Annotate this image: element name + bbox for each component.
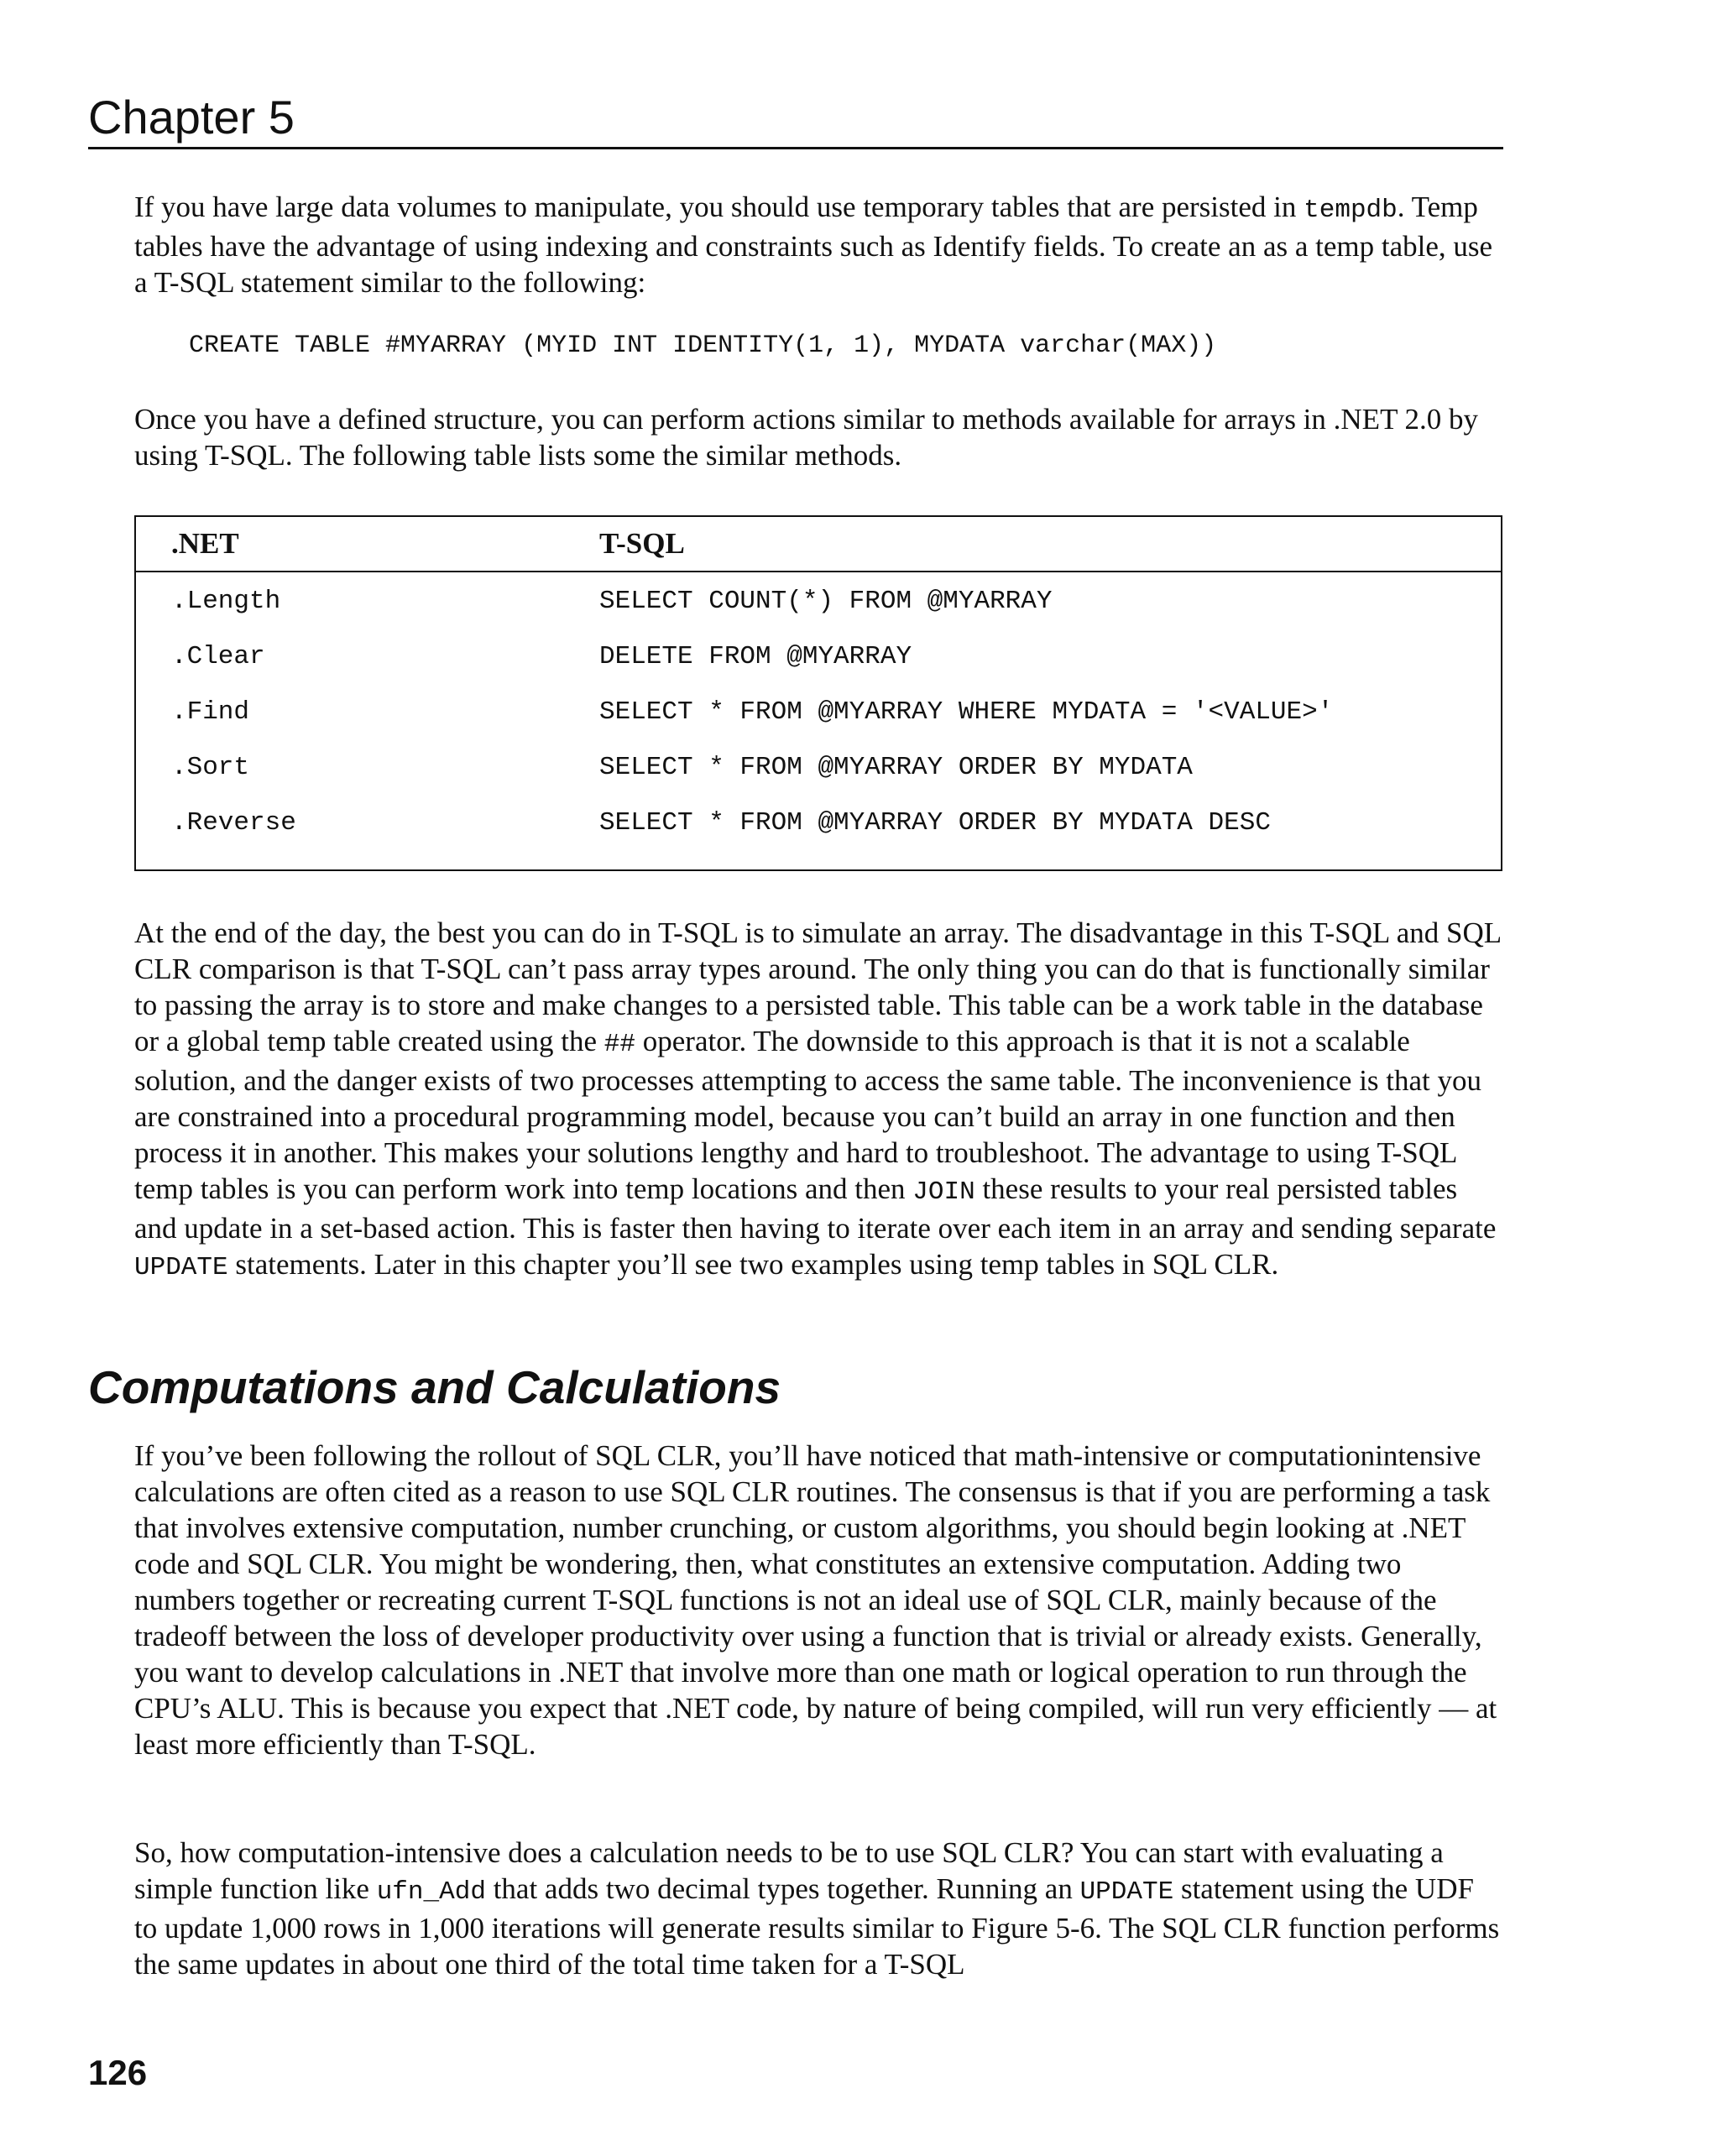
table-row [136,796,1501,852]
net-method: .Length [171,587,281,616]
table-row [136,630,1501,686]
chapter-title: Chapter 5 [88,91,295,144]
inline-code-hash: ## [603,1030,636,1059]
header-net: .NET [171,527,239,560]
code-sample: CREATE TABLE #MYARRAY (MYID INT IDENTITY(1, 1), MYDATA varchar(MAX)) [189,331,1217,360]
table-row [136,741,1501,796]
net-method: .Clear [171,642,265,671]
net-method: .Find [171,697,250,727]
table-intro-paragraph: Once you have a defined structure, you can perform actions similar to methods available for arrays in .NET 2.0 by using T-SQL. The following table lists some the similar methods. [134,403,1479,472]
tsql-equivalent: SELECT * FROM @MYARRAY WHERE MYDATA = '<VALUE>' [599,697,1334,727]
intro-paragraph: If you have large data volumes to manipulate, you should use temporary tables that are persisted in tempdb. Temp tables have the advantage of using indexing and constraints such as Identify fields. To create an as a temp table, use a T-SQL statement similar to the following: [134,191,1493,299]
tsql-equivalent: DELETE FROM @MYARRAY [599,642,912,671]
table-row [136,575,1501,630]
inline-code-update: UPDATE [1079,1877,1174,1907]
tsql-equivalent: SELECT COUNT(*) FROM @MYARRAY [599,587,1053,616]
net-method: .Sort [171,753,250,782]
inline-code-tempdb: tempdb [1304,196,1398,225]
section-heading: Computations and Calculations [88,1361,781,1413]
computation-intensity-paragraph: So, how computation-intensive does a calculation needs to be to use SQL CLR? You can start with evaluating a simple function like ufn_Add that adds two decimal types together. Running an UPDATE statement using the UDF to update 1,000 rows in 1,000 iterations will generate results similar to Figure 5-6. The SQL CLR function performs the same updates in about one third of the total time taken for a T-SQL [134,1836,1500,1981]
tsql-equivalent: SELECT * FROM @MYARRAY ORDER BY MYDATA DESC [599,808,1271,838]
net-method: .Reverse [171,808,296,838]
table-row [136,686,1501,741]
tsql-equivalent: SELECT * FROM @MYARRAY ORDER BY MYDATA [599,753,1193,782]
methods-table [134,515,1502,871]
inline-code-update: UPDATE [134,1253,228,1282]
computations-paragraph: If you’ve been following the rollout of SQL CLR, you’ll have noticed that math-intensive or computationintensive calculations are often cited as a reason to use SQL CLR routines. The consensus is that if you are performing a task that involves extensive computation, number crunching, or custom algorithms, you should begin looking at .NET code and SQL CLR. You might be wondering, then, what constitutes an extensive computation. Adding two numbers together or recreating current T-SQL functions is not an ideal use of SQL CLR, mainly because of the tradeoff between the loss of developer productivity over using a function that is trivial or already exists. Generally, you want to develop calculations in .NET that involve more than one math or logical operation to run through the CPU’s ALU. This is because you expect that .NET code, by nature of being compiled, will run very efficiently — at least more efficiently than T-SQL. [134,1439,1497,1761]
array-discussion-paragraph: At the end of the day, the best you can do in T-SQL is to simulate an array. The disadvantage in this T-SQL and SQL CLR comparison is that T-SQL can’t pass array types around. The only thing you can do that is functionally similar to passing the array is to store and make changes to a persisted table. This table can be a work table in the database or a global temp table created using the ## operator. The downside to this approach is that it is not a scalable solution, and the danger exists of two processes attempting to access the same table. The inconvenience is that you are constrained into a procedural programming model, because you can’t build an array in one function and then process it in another. This makes your solutions lengthy and hard to troubleshoot. The advantage to using T-SQL temp tables is you can perform work into temp locations and then JOIN these results to your real persisted tables and update in a set-based action. This is faster then having to iterate over each item in an array and sending separate UPDATE statements. Later in this chapter you’ll see two examples using temp tables in SQL CLR. [134,916,1501,1282]
header-tsql: T-SQL [599,527,685,560]
inline-code-join: JOIN [912,1177,975,1207]
page-number: 126 [88,2053,148,2092]
table-header-row [136,517,1501,572]
inline-code-ufn-add: ufn_Add [376,1877,486,1907]
running-header [88,88,1503,149]
